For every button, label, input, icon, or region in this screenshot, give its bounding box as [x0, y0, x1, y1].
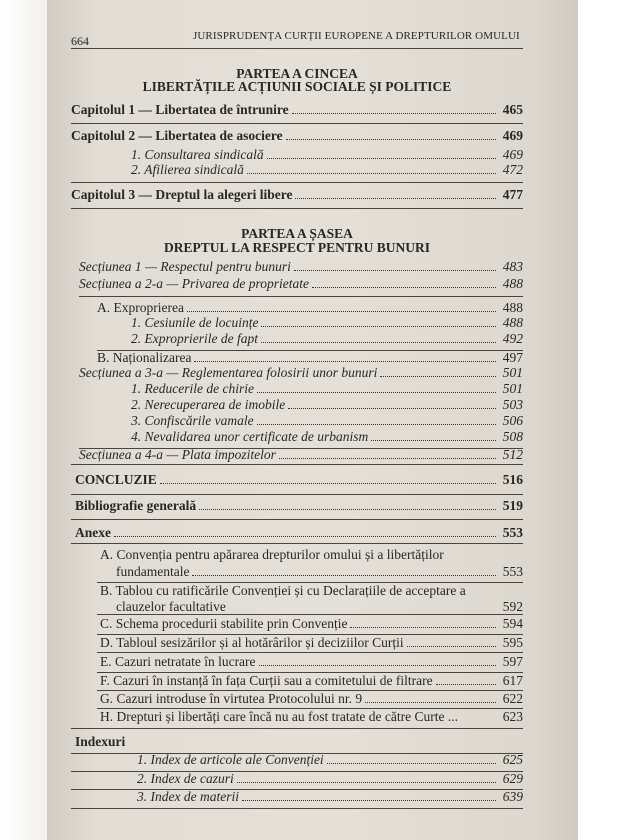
toc-page: 497 — [502, 350, 523, 365]
leader-dots — [261, 325, 496, 327]
toc-page: 625 — [502, 752, 523, 767]
toc-page: 592 — [502, 599, 523, 614]
leader-dots — [279, 457, 496, 459]
toc-entry-anexa-h[interactable] — [100, 709, 523, 725]
leader-dots — [350, 626, 496, 628]
toc-entry-exproprierile[interactable] — [131, 331, 523, 347]
toc-entry-afilierea[interactable] — [131, 162, 523, 178]
toc-entry-capitolul-3[interactable] — [71, 187, 523, 203]
leader-dots — [257, 391, 496, 393]
toc-page: 469 — [502, 128, 523, 143]
section-rule — [71, 494, 523, 495]
toc-label: A. Exproprierea — [97, 300, 184, 315]
toc-label: Capitolul 3 — Dreptul la alegeri libere — [71, 187, 293, 202]
toc-label: 2. Index de cazuri — [137, 771, 234, 786]
toc-page: 508 — [502, 429, 523, 444]
leader-dots — [461, 720, 496, 721]
toc-page: 501 — [502, 381, 523, 396]
toc-entry-index-articole[interactable] — [137, 752, 523, 768]
leader-dots — [199, 508, 496, 510]
leader-dots — [187, 310, 496, 312]
toc-entry-anexa-b-line1[interactable]: B. Tablou cu ratificările Convenției și cu Declarațiile de acceptare a — [100, 583, 466, 598]
leader-dots — [194, 360, 496, 362]
leader-dots — [407, 645, 496, 647]
toc-label: Secțiunea a 2-a — Privarea de proprietate — [79, 276, 309, 291]
toc-entry-exproprierea[interactable] — [97, 300, 523, 316]
toc-page: 492 — [502, 331, 523, 346]
part6-subtitle: DREPTUL LA RESPECT PENTRU BUNURI — [163, 240, 431, 255]
toc-label: 3. Index de materii — [137, 789, 239, 804]
leader-dots — [247, 172, 496, 174]
part5-title: PARTEA A CINCEA — [236, 66, 358, 81]
toc-page: 516 — [502, 472, 523, 487]
toc-page: 488 — [502, 300, 523, 315]
toc-entry-cesiunile[interactable] — [131, 315, 523, 331]
toc-page: 639 — [502, 789, 523, 804]
page-number: 664 — [71, 34, 89, 48]
page-left-margin — [0, 0, 47, 840]
toc-entry-anexa-a-line1[interactable]: A. Convenția pentru apărarea drepturilor omului și a libertăților — [100, 547, 444, 562]
toc-label: C. Schema procedurii stabilite prin Convenție — [100, 616, 348, 631]
toc-entry-capitolul-2[interactable] — [71, 128, 523, 144]
toc-label: F. Cazuri în instanță în fața Curții sau a comitetului de filtrare — [100, 673, 433, 688]
toc-page: 623 — [502, 709, 523, 724]
toc-page: 553 — [502, 564, 523, 579]
leader-dots — [312, 286, 496, 288]
toc-entry-anexe[interactable] — [75, 525, 523, 541]
toc-entry-bibliografie[interactable] — [75, 498, 523, 514]
toc-heading-indexuri[interactable]: Indexuri — [75, 734, 126, 749]
toc-label: 1. Cesiunile de locuințe — [131, 315, 259, 330]
section-rule — [97, 614, 523, 615]
part6-title: PARTEA A ȘASEA — [241, 226, 353, 241]
part5-subtitle: LIBERTĂȚILE ACȚIUNII SOCIALE ȘI POLITICE — [142, 79, 452, 94]
toc-label: Capitolul 1 — Libertatea de întrunire — [71, 102, 289, 117]
toc-entry-index-cazuri[interactable] — [137, 771, 523, 787]
toc-page: 506 — [502, 413, 523, 428]
toc-label: 4. Nevalidarea unor certificate de urbanism — [131, 429, 369, 444]
toc-label: Anexe — [75, 525, 111, 540]
toc-entry-sectiunea-4[interactable] — [79, 447, 523, 463]
leader-dots — [242, 799, 496, 801]
section-rule — [79, 296, 523, 297]
toc-page: 617 — [502, 673, 523, 688]
toc-label: Secțiunea a 4-a — Plata impozitelor — [79, 447, 276, 462]
toc-entry-concluzie[interactable] — [75, 472, 523, 488]
leader-dots — [267, 157, 496, 159]
toc-entry-anexa-e[interactable] — [100, 654, 523, 670]
section-rule — [71, 208, 523, 209]
leader-dots — [371, 439, 496, 441]
toc-label: 2. Nerecuperarea de imobile — [131, 397, 286, 412]
toc-page: 503 — [502, 397, 523, 412]
toc-page: 483 — [502, 259, 523, 274]
section-rule — [71, 519, 523, 520]
leader-dots — [229, 610, 496, 611]
leader-dots — [380, 375, 496, 377]
toc-label: Secțiunea a 3-a — Reglementarea folosirii unor bunuri — [79, 365, 378, 380]
toc-entry-anexa-b[interactable] — [116, 599, 523, 615]
toc-label: 2. Afilierea sindicală — [131, 162, 244, 177]
toc-page: 488 — [502, 315, 523, 330]
leader-dots — [436, 683, 496, 685]
leader-dots — [292, 112, 496, 114]
toc-page: 519 — [502, 498, 523, 513]
toc-entry-anexa-c[interactable] — [100, 616, 523, 632]
header-rule — [71, 48, 523, 49]
toc-label: clauzelor facultative — [116, 599, 226, 614]
toc-page: 553 — [502, 525, 523, 540]
toc-page: 629 — [502, 771, 523, 786]
toc-label: fundamentale — [116, 564, 190, 579]
toc-entry-nevalidarea[interactable] — [131, 429, 523, 445]
toc-page: 472 — [502, 162, 523, 177]
section-rule — [71, 543, 523, 544]
toc-entry-anexa-d[interactable] — [100, 635, 523, 651]
toc-page: 501 — [502, 365, 523, 380]
leader-dots — [295, 197, 496, 199]
toc-label: 3. Confiscările vamale — [131, 413, 254, 428]
toc-entry-index-materii[interactable] — [137, 789, 523, 805]
toc-entry-capitolul-1[interactable] — [71, 102, 523, 118]
toc-label: H. Drepturi și libertăți care încă nu au fost tratate de către Curte ... — [100, 709, 458, 724]
leader-dots — [261, 341, 496, 343]
toc-entry-reducerile[interactable] — [131, 381, 523, 397]
section-rule — [71, 728, 523, 729]
toc-label: Secțiunea 1 — Respectul pentru bunuri — [79, 259, 291, 274]
toc-label: CONCLUZIE — [75, 472, 157, 487]
toc-page: 488 — [502, 276, 523, 291]
toc-page: 469 — [502, 147, 523, 162]
leader-dots — [259, 664, 496, 666]
toc-label: B. Naționalizarea — [97, 350, 192, 365]
toc-label: E. Cazuri netratate în lucrare — [100, 654, 256, 669]
toc-page: 477 — [502, 187, 523, 202]
leader-dots — [257, 423, 496, 425]
toc-entry-nationalizarea[interactable] — [97, 350, 523, 366]
toc-label: Capitolul 2 — Libertatea de asociere — [71, 128, 283, 143]
toc-page: 594 — [502, 616, 523, 631]
leader-dots — [286, 138, 496, 140]
toc-entry-nerecuperarea[interactable] — [131, 397, 523, 413]
toc-entry-sectiunea-2[interactable] — [79, 276, 523, 292]
toc-label: 2. Exproprierile de fapt — [131, 331, 258, 346]
toc-label: Bibliografie generală — [75, 498, 197, 513]
section-rule — [97, 652, 523, 653]
toc-entry-anexa-a[interactable] — [116, 564, 523, 580]
toc-entry-anexa-f[interactable] — [100, 673, 523, 689]
toc-entry-confiscarile[interactable] — [131, 413, 523, 429]
toc-entry-sectiunea-3[interactable] — [79, 365, 523, 381]
section-rule — [71, 464, 523, 465]
leader-dots — [114, 535, 496, 537]
toc-entry-consultarea[interactable] — [131, 147, 523, 163]
leader-dots — [288, 407, 496, 409]
toc-page: 622 — [502, 691, 523, 706]
toc-label: 1. Consultarea sindicală — [131, 147, 264, 162]
leader-dots — [327, 762, 496, 764]
toc-page: 595 — [502, 635, 523, 650]
leader-dots — [160, 482, 496, 484]
toc-entry-anexa-g[interactable] — [100, 691, 523, 707]
running-title: JURISPRUDENȚA CURȚII EUROPENE A DREPTURILOR OMULUI — [193, 30, 520, 42]
toc-label: D. Tabloul sesizărilor și al hotărârilor și deciziilor Curții — [100, 635, 404, 650]
toc-label: G. Cazuri introduse în virtutea Protocolului nr. 9 — [100, 691, 363, 706]
toc-label: 1. Index de articole ale Convenției — [137, 752, 324, 767]
section-rule — [71, 123, 523, 124]
leader-dots — [192, 574, 496, 576]
section-rule — [71, 182, 523, 183]
toc-label: 1. Reducerile de chirie — [131, 381, 254, 396]
toc-entry-sectiunea-1[interactable] — [79, 259, 523, 275]
toc-page: 512 — [502, 447, 523, 462]
section-rule — [71, 808, 523, 809]
leader-dots — [365, 701, 496, 703]
toc-page: 465 — [502, 102, 523, 117]
leader-dots — [237, 781, 496, 783]
toc-page: 597 — [502, 654, 523, 669]
leader-dots — [294, 269, 496, 271]
